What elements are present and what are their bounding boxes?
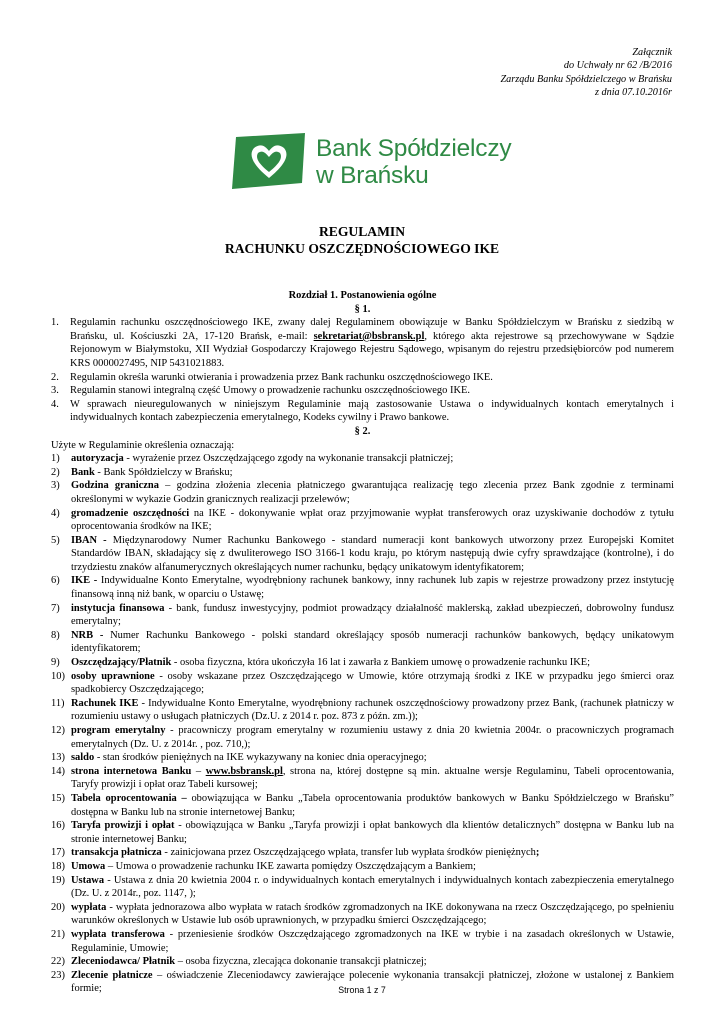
logo-text-line: Bank Spółdzielczy: [316, 135, 512, 162]
definition-item: [51, 602, 674, 629]
definition-text: - przeniesienie środków Oszczędzającego zgromadzonych na IKE w trybie i na zasadach określonych w Ustawie, Regulaminie, Umowie;: [71, 928, 674, 954]
definition-term: gromadzenie oszczędności: [71, 507, 190, 519]
definition-term: Tabela oprocentowania –: [71, 792, 187, 804]
website-link[interactable]: www.bsbransk.pl: [205, 765, 283, 777]
definition-item: [51, 507, 674, 534]
item-number: 22): [51, 956, 65, 968]
definition-term: IKE -: [71, 575, 98, 587]
definition-text: - zainicjowana przez Oszczędzającego wpłata, transfer lub wypłata środków pieniężnych: [161, 847, 536, 859]
item-number: 18): [51, 860, 65, 872]
item-number: 2): [51, 466, 60, 478]
attachment-line: Załącznik: [632, 47, 672, 58]
item-number: 6): [51, 575, 60, 587]
chapter-heading: Rozdział 1. Postanowienia ogólne: [288, 290, 437, 301]
definition-item: [51, 656, 674, 670]
definition-term: transakcja płatnicza: [71, 847, 162, 859]
definition-item: [51, 452, 674, 466]
item-text: W sprawach nieuregulowanych w niniejszym Regulaminie mają zastosowanie Ustawa o indywidualnych kontach emerytalnych i indywidualnych kontach zabezpieczenia emerytalnego, Kodeks cywilny i Prawo bankowe.: [70, 398, 674, 424]
definition-item: [51, 751, 674, 765]
definition-text: – godzina złożenia zlecenia płatniczego gwarantująca realizację tego zlecenia przez Bank zgodnie z terminami określonymi w wykazie Godzin granicznych realizacji przelewów;: [71, 480, 675, 505]
definition-term: Godzina graniczna: [71, 480, 159, 492]
definition-text: – osoba fizyczna, zlecająca dokonanie transakcji płatniczej;: [175, 956, 427, 968]
definition-item: [51, 574, 674, 601]
definition-item: [51, 765, 674, 792]
item-number: 16): [51, 820, 65, 832]
definition-text: - bank, fundusz inwestycyjny, podmiot prowadzący działalność maklerską, zakład ubezpieczeń, dobrowolny fundusz emerytalny;: [71, 602, 675, 628]
attachment-line: do Uchwały nr 62 /B/2016: [563, 60, 672, 72]
document-title: REGULAMIN: [318, 224, 406, 239]
item-text: Regulamin określa warunki otwierania i prowadzenia przez Bank rachunku oszczędnościowego IKE.: [70, 371, 493, 383]
definition-term: NRB -: [71, 629, 104, 641]
definition-item: [51, 724, 674, 751]
page-footer: Strona 1 z 7: [338, 985, 386, 995]
definition-text: obowiązująca w Banku „Tabela oprocentowania produktów bankowych w Banku Spółdzielczego w Brańsku” dostępna w Banku lub na stronie internetowej Banku;: [71, 792, 674, 818]
definition-term: program emerytalny: [71, 725, 166, 736]
definition-tail: ;: [535, 847, 540, 859]
item-number: 1): [51, 453, 60, 465]
item-number: 9): [51, 657, 60, 669]
definition-item: [51, 955, 674, 969]
definition-text: Indywidualne Konto Emerytalne, wyodrębniony rachunek bankowy, inny rachunek lub zapis w rejestrze prowadzony przez instytucję finansową inną niż bank, w oparciu o Ustawę;: [71, 575, 674, 601]
section-mark: § 1.: [354, 303, 371, 315]
item-number: 11): [51, 697, 65, 709]
item-number: 10): [51, 670, 65, 682]
definition-item: [51, 629, 674, 656]
definition-text: Numer Rachunku Bankowego - polski standard określający sposób numeracji rachunków bankowych, będący unikatowym identyfikatorem;: [71, 629, 674, 655]
definition-term: saldo: [71, 752, 95, 764]
definition-term: Taryfa prowizji i opłat: [71, 820, 175, 832]
item-number: 12): [51, 725, 65, 736]
definition-text: – Umowa o prowadzenie rachunku IKE zawarta pomiędzy Oszczędzającym a Bankiem;: [105, 860, 476, 872]
definitions-intro: Użyte w Regulaminie określenia oznaczają:: [51, 439, 235, 451]
item-text: Regulamin stanowi integralną część Umowy o prowadzenie rachunku oszczędnościowego IKE.: [70, 385, 470, 397]
definition-text: - pracowniczy program emerytalny w rozumieniu ustawy z dnia 20 kwietnia 2004r. o pracowniczych programach emerytalnych (Dz. U. z 2014r. , poz. 710,);: [71, 725, 674, 750]
item-number: 20): [51, 901, 65, 913]
item-text: [70, 316, 674, 370]
definition-term: Bank: [71, 466, 95, 478]
definition-item: [51, 792, 674, 819]
item-number: 14): [51, 765, 65, 777]
item-number: 21): [51, 928, 65, 940]
definition-term: Umowa: [71, 860, 106, 872]
definition-text: , strona na, której dostępne są min. aktualne wersje Regulaminu, Tabeli oprocentowania, Taryfy prowizji i opłat oraz Tabeli kursowej;: [71, 765, 674, 791]
definition-text: na IKE - dokonywanie wpłat oraz przyjmowanie wypłat transferowych oraz uzyskiwanie dochodów z tytułu oprocentowania środków na IKE;: [71, 507, 675, 533]
definition-separator: –: [191, 765, 206, 777]
definition-term: instytucja finansowa: [71, 602, 165, 614]
definition-text: - stan środków pieniężnych na IKE wykazywany na koniec dnia operacyjnego;: [94, 752, 427, 764]
definition-text: – oświadczenie Zleceniodawcy zawierające polecenie wykonania transakcji płatniczej, złożone w ustalonej z Bankiem formie;: [71, 969, 674, 995]
attachment-line: Zarządu Banku Spółdzielczego w Brańsku: [500, 73, 672, 85]
definition-text: - Bank Spółdzielczy w Brańsku;: [94, 466, 233, 478]
definition-item: [51, 479, 674, 506]
definition-term: Zleceniodawca/ Płatnik: [71, 956, 176, 968]
item-number: 3.: [51, 385, 59, 397]
logo-text-line: w Brańsku: [316, 162, 429, 189]
item-number: 8): [51, 629, 60, 641]
definition-term: Zlecenie płatnicze: [71, 969, 153, 981]
item-number: 4.: [51, 398, 59, 410]
definition-term: autoryzacja: [71, 453, 124, 465]
definition-text: - osoby wskazane przez Oszczędzającego w Umowie, które otrzymają środki z IKE w przypadku jego śmierci oraz spadkobiercy Oszczędzającego;: [71, 670, 674, 696]
item-text-part: Regulamin rachunku oszczędnościowego IKE, zwany dalej Regulaminem obowiązuje w Banku Spółdzielczym w Brańsku z siedzibą w Brańsku, ul. Kościuszki 2A, 17-120 Brańsk, e-mail:: [70, 317, 674, 342]
definition-text: - wypłata jednorazowa albo wypłata w ratach środków zgromadzonych na IKE dokonywana na rzecz Oszczędzającego, po spełnieniu warunków określonych w Ustawie lub osób uprawnionych, w przypadku śmierci Oszczędzającego;: [71, 901, 674, 927]
definition-item: [51, 846, 674, 860]
definition-term: strona internetowa Banku: [71, 765, 192, 777]
item-number: 23): [51, 969, 65, 981]
item-number: 17): [51, 847, 65, 859]
item-number: 7): [51, 602, 60, 614]
item-number: 3): [51, 480, 60, 492]
definition-term: Rachunek IKE: [71, 697, 139, 709]
definition-term: wypłata: [71, 901, 107, 913]
definition-item: [51, 928, 674, 955]
document-body: [51, 289, 674, 996]
definition-item: [51, 466, 674, 480]
definition-item: [51, 860, 674, 874]
item-text-part: , którego akta rejestrowe są przechowywane w Sądzie Rejonowym w Białymstoku, XII Wydział Gospodarczy Krajowego Rejestru Sądowego, wpisanym do rejestru przedsiębiorców pod numerem KRS 0000027495, NIP 5431021883.: [70, 330, 674, 369]
item-number: 15): [51, 792, 65, 804]
definition-text: Międzynarodowy Numer Rachunku Bankowego - standard numeracji kont bankowych utworzony przez Europejski Komitet Standardów IBAN, składający się z dwuliterowego ISO 3166-1 kodu kraju, po którym następują dwie cyfry sprawdzające (kontrolne), i do trzydziestu znaków alfanumerycznych określających numer rachunku, będący unikatowym identyfikatorem;: [71, 534, 675, 573]
definition-term: Oszczędzający/Płatnik: [71, 657, 172, 669]
document-subtitle: RACHUNKU OSZCZĘDNOŚCIOWEGO IKE: [224, 241, 500, 256]
item-number: 19): [51, 874, 65, 886]
item-number: 2.: [51, 371, 59, 383]
list-item: [51, 316, 674, 370]
definition-text: - Indywidualne Konto Emerytalne, wyodrębniony rachunek oszczędnościowy prowadzony przez Bank, (rachunek płatniczy w rozumieniu ustawy o usługach płatniczych (Dz.U. z 2014 r. poz. 873 z późn. zm.));: [71, 697, 674, 723]
attachment-line: z dnia 07.10.2016r: [595, 87, 672, 99]
list-item: [51, 384, 674, 398]
list-item: [51, 371, 674, 385]
definition-item: [51, 697, 674, 724]
definition-text: - wyrażenie przez Oszczędzającego zgody na wykonanie transakcji płatniczej;: [123, 453, 454, 465]
item-number: 1.: [51, 317, 59, 329]
section-mark: § 2.: [354, 425, 371, 437]
attachment-note: [501, 46, 672, 100]
definition-item: [51, 874, 674, 901]
definition-item: [51, 901, 674, 928]
bank-logo: [232, 133, 512, 189]
definition-term: IBAN -: [71, 534, 107, 546]
definition-term: osoby uprawnione: [71, 670, 155, 682]
item-number: 4): [51, 507, 60, 519]
definition-item: [51, 819, 674, 846]
definition-item: [51, 670, 674, 697]
item-number: 5): [51, 534, 60, 546]
list-item: [51, 398, 674, 425]
definition-text: - osoba fizyczna, która ukończyła 16 lat i zawarła z Bankiem umowę o prowadzenie rachunku IKE;: [171, 657, 591, 669]
definition-term: wypłata transferowa: [71, 928, 165, 940]
bank-logo-icon: [232, 133, 308, 189]
email-link[interactable]: sekretariat@bsbransk.pl: [313, 330, 425, 342]
definition-item: [51, 534, 674, 575]
definition-term: Ustawa: [71, 874, 105, 886]
item-number: 13): [51, 752, 65, 764]
definition-text: - obowiązująca w Banku „Taryfa prowizji i opłat bankowych dla klientów detalicznych” dostępna w Banku lub na stronie internetowej Banku;: [71, 820, 675, 845]
definition-text: - Ustawa z dnia 20 kwietnia 2004 r. o indywidualnych kontach emerytalnych i indywidualnych kontach zabezpieczenia emerytalnego (Dz. U. z 2014r., poz. 1147, );: [71, 874, 674, 900]
